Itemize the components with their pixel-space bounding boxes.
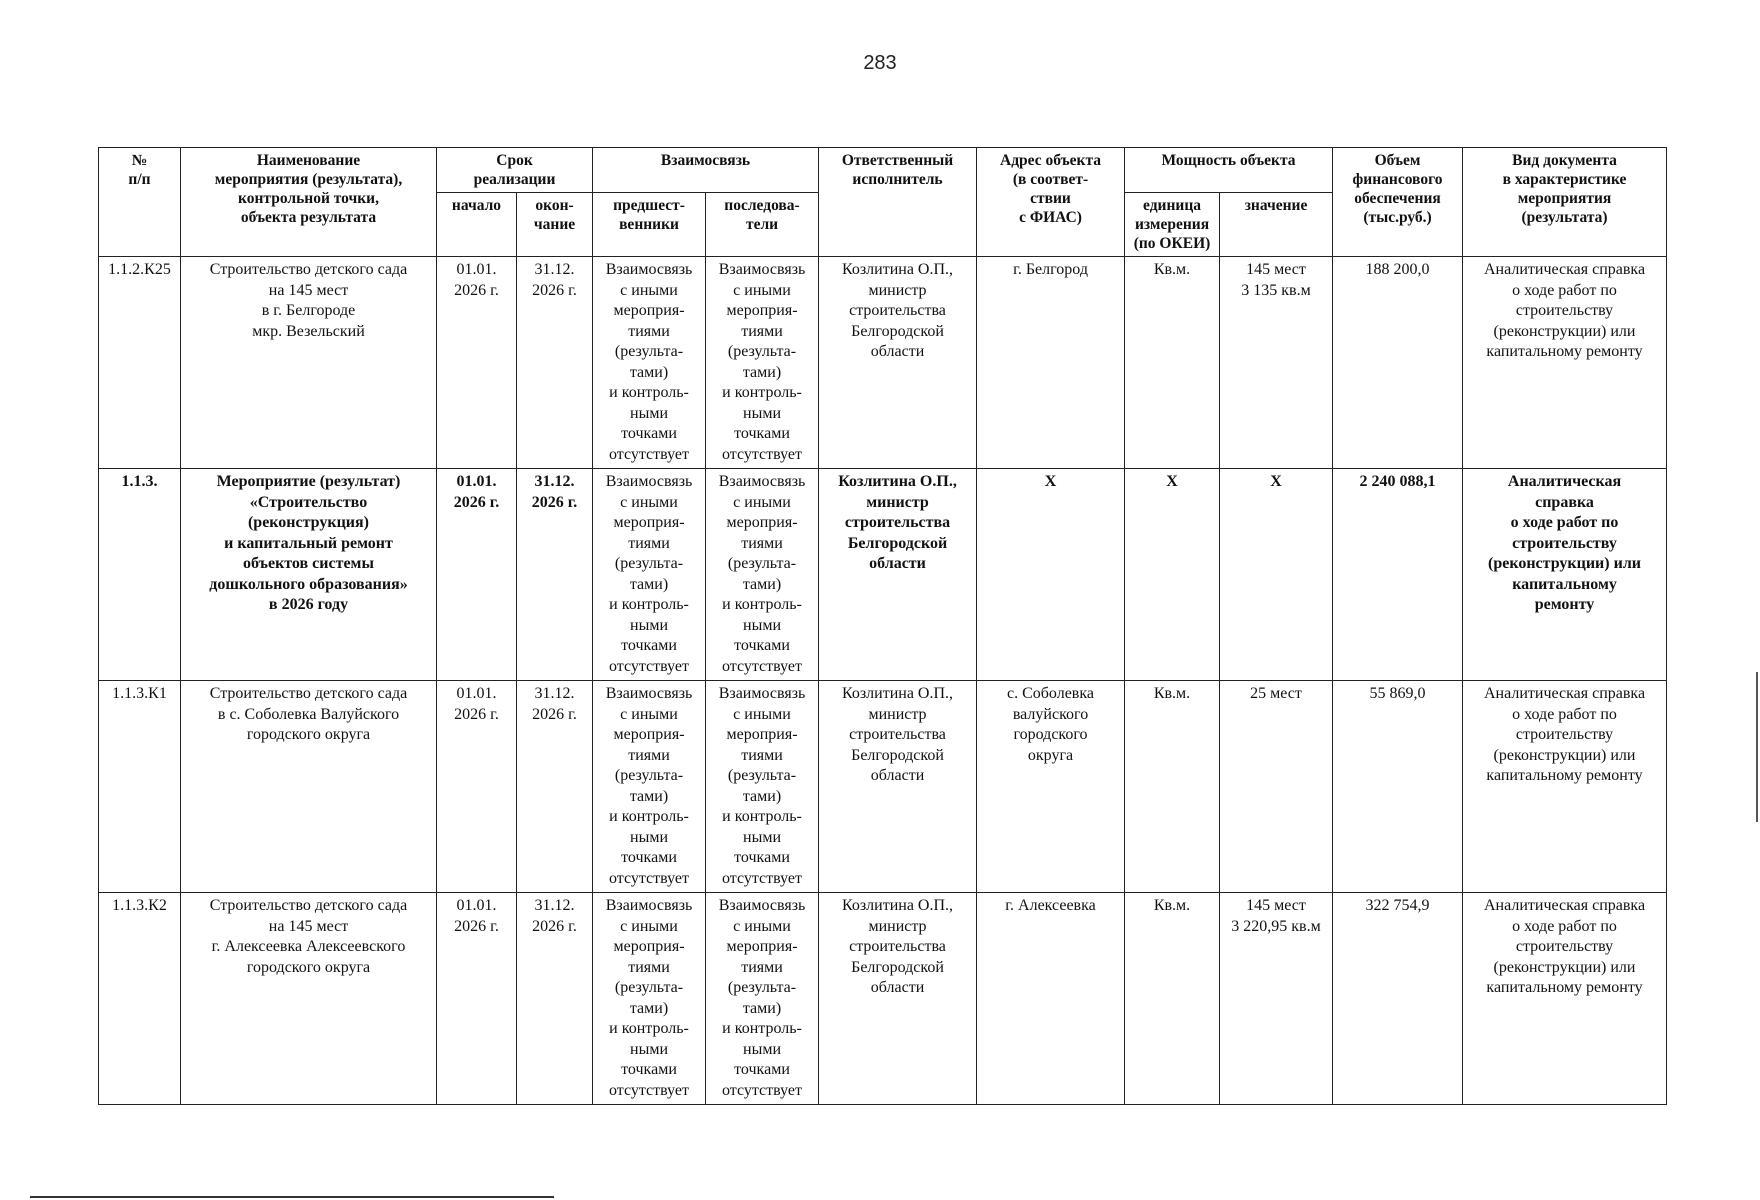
cell-responsible: Козлитина О.П., министр строительства Белгородской области [819, 681, 977, 893]
cell-num: 1.1.3.К2 [99, 893, 181, 1105]
table-row [99, 681, 1667, 893]
header-period-end: окон- чание [517, 193, 593, 257]
cell-start: 01.01. 2026 г. [437, 469, 517, 681]
cell-end: 31.12. 2026 г. [517, 469, 593, 681]
cell-unit: Кв.м. [1125, 681, 1220, 893]
cell-prev: Взаимосвязь с иными мероприя- тиями (результа- тами) и контроль- ными точками отсутствует [593, 469, 706, 681]
cell-name: Строительство детского сада на 145 мест г. Алексеевка Алексеевского городского округа [181, 893, 437, 1105]
header-num: № п/п [99, 148, 181, 257]
page-number: 283 [863, 52, 897, 74]
cell-end: 31.12. 2026 г. [517, 681, 593, 893]
header-address: Адрес объекта (в соответ- ствии с ФИАС) [977, 148, 1125, 257]
header-capacity-value: значение [1220, 193, 1333, 257]
cell-unit: Кв.м. [1125, 257, 1220, 469]
cell-name: Мероприятие (результат) «Строительство (реконструкция) и капитальный ремонт объектов системы дошкольного образования» в 2026 году [181, 469, 437, 681]
header-volume: Объем финансового обеспечения (тыс.руб.) [1333, 148, 1463, 257]
cell-end: 31.12. 2026 г. [517, 893, 593, 1105]
cell-num: 1.1.3. [99, 469, 181, 681]
cell-next: Взаимосвязь с иными мероприя- тиями (результа- тами) и контроль- ными точками отсутствует [706, 893, 819, 1105]
cell-prev: Взаимосвязь с иными мероприя- тиями (результа- тами) и контроль- ными точками отсутствует [593, 257, 706, 469]
cell-responsible: Козлитина О.П., министр строительства Белгородской области [819, 469, 977, 681]
header-responsible: Ответственный исполнитель [819, 148, 977, 257]
cell-start: 01.01. 2026 г. [437, 681, 517, 893]
cell-prev: Взаимосвязь с иными мероприя- тиями (результа- тами) и контроль- ными точками отсутствует [593, 893, 706, 1105]
cell-doc: Аналитическая справка о ходе работ по строительству (реконструкции) или капитальному ремонту [1463, 469, 1667, 681]
header-link: Взаимосвязь [593, 148, 819, 193]
header-period-start: начало [437, 193, 517, 257]
table-row [99, 469, 1667, 681]
cell-address: г. Белгород [977, 257, 1125, 469]
plan-table [98, 147, 1667, 1105]
cell-responsible: Козлитина О.П., министр строительства Белгородской области [819, 257, 977, 469]
cell-doc: Аналитическая справка о ходе работ по строительству (реконструкции) или капитальному ремонту [1463, 257, 1667, 469]
header-period: Срок реализации [437, 148, 593, 193]
scan-edge-mark [1756, 672, 1758, 822]
cell-start: 01.01. 2026 г. [437, 893, 517, 1105]
cell-value: 145 мест 3 220,95 кв.м [1220, 893, 1333, 1105]
header-link-prev: предшест- венники [593, 193, 706, 257]
header-name: Наименование мероприятия (результата), контрольной точки, объекта результата [181, 148, 437, 257]
header-doc-type: Вид документа в характеристике мероприятия (результата) [1463, 148, 1667, 257]
cell-end: 31.12. 2026 г. [517, 257, 593, 469]
cell-value: 145 мест 3 135 кв.м [1220, 257, 1333, 469]
cell-num: 1.1.2.К25 [99, 257, 181, 469]
cell-next: Взаимосвязь с иными мероприя- тиями (результа- тами) и контроль- ными точками отсутствует [706, 681, 819, 893]
header-capacity-unit: единица измерения (по ОКЕИ) [1125, 193, 1220, 257]
cell-unit: Х [1125, 469, 1220, 681]
cell-address: г. Алексеевка [977, 893, 1125, 1105]
cell-next: Взаимосвязь с иными мероприя- тиями (результа- тами) и контроль- ными точками отсутствует [706, 257, 819, 469]
cell-doc: Аналитическая справка о ходе работ по строительству (реконструкции) или капитальному ремонту [1463, 893, 1667, 1105]
header-link-next: последова- тели [706, 193, 819, 257]
cell-value: Х [1220, 469, 1333, 681]
table-row [99, 893, 1667, 1105]
cell-prev: Взаимосвязь с иными мероприя- тиями (результа- тами) и контроль- ными точками отсутствует [593, 681, 706, 893]
cell-volume: 322 754,9 [1333, 893, 1463, 1105]
cell-responsible: Козлитина О.П., министр строительства Белгородской области [819, 893, 977, 1105]
footer-rule [30, 1196, 554, 1198]
cell-volume: 55 869,0 [1333, 681, 1463, 893]
cell-value: 25 мест [1220, 681, 1333, 893]
cell-num: 1.1.3.К1 [99, 681, 181, 893]
table-row [99, 257, 1667, 469]
cell-unit: Кв.м. [1125, 893, 1220, 1105]
header-capacity: Мощность объекта [1125, 148, 1333, 193]
cell-volume: 2 240 088,1 [1333, 469, 1463, 681]
cell-next: Взаимосвязь с иными мероприя- тиями (результа- тами) и контроль- ными точками отсутствует [706, 469, 819, 681]
cell-start: 01.01. 2026 г. [437, 257, 517, 469]
cell-address: с. Соболевка валуйского городского округа [977, 681, 1125, 893]
cell-volume: 188 200,0 [1333, 257, 1463, 469]
cell-address: Х [977, 469, 1125, 681]
cell-name: Строительство детского сада в с. Соболевка Валуйского городского округа [181, 681, 437, 893]
table-header [99, 148, 1667, 257]
cell-name: Строительство детского сада на 145 мест в г. Белгороде мкр. Везельский [181, 257, 437, 469]
cell-doc: Аналитическая справка о ходе работ по строительству (реконструкции) или капитальному ремонту [1463, 681, 1667, 893]
